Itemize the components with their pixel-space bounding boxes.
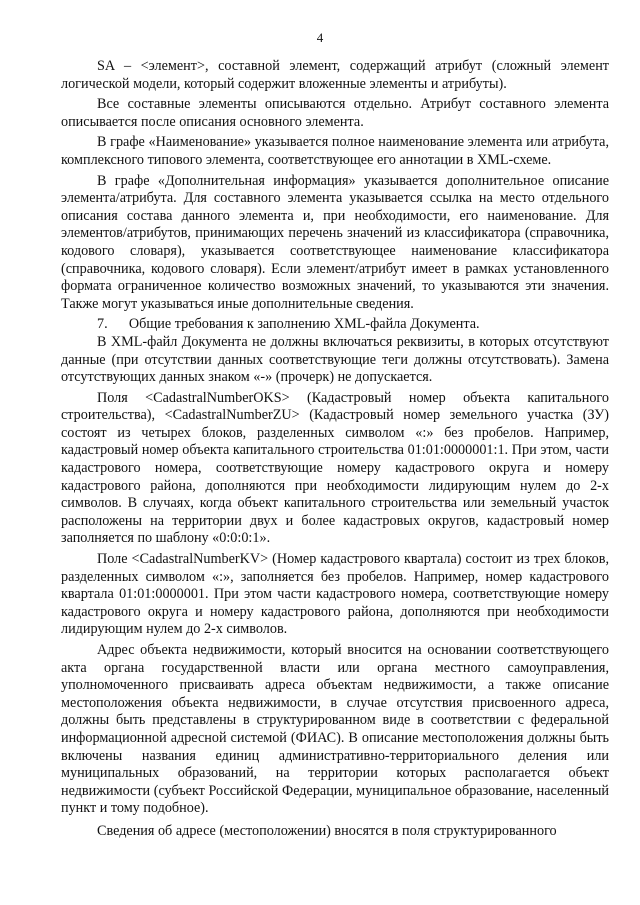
paragraph-missing-data: В XML-файл Документа не должны включаться реквизиты, в которых отсутствуют данные (при отсутствии данных соответствующие теги должны отсутствовать). Замена отсутствующих данных знаком «-» (прочерк) не допускается. — [61, 333, 609, 386]
paragraph-composite-elements: Все составные элементы описываются отдельно. Атрибут составного элемента описывается после описания основного элемента. — [61, 96, 609, 130]
paragraph-additional-info-column: В графе «Дополнительная информация» указывается дополнительное описание элемента/атрибута. Для составного элемента указывается ссылка на место отдельного описания состава данного элемента и, при необходимости, его наименование. Для элементов/атрибутов, принимающих перечень значений из классификатора (справочника, кодового словаря), указывается соответствующее наименование классификатора (справочника, кодового словаря). Если элемент/атрибут имеет в рамках установленного формата ограниченное количество возможных значений, то указываются эти значения. Также могут указываться иные дополнительные сведения. — [61, 172, 609, 312]
paragraph-address-info: Сведения об адресе (местоположении) вносятся в поля структурированного — [97, 822, 557, 839]
page-number: 4 — [316, 30, 324, 45]
section-heading-7: 7. Общие требования к заполнению XML-файла Документа. — [97, 316, 480, 333]
paragraph-cadastral-number-oks: Поля <CadastralNumberOKS> (Кадастровый номер объекта капитального строительства), <CadastralNumberZU> (Кадастровый номер земельного участка (ЗУ) состоят из четырех блоков, разделенных символом «:» без пробелов. Например, кадастровый номер объекта капитального строительства 01:01:0000001:1. При этом, части кадастрового номера, соответствующие номеру кадастрового округа и номеру кадастрового района, дополняются при необходимости лидирующим нулем до 2-х символов. В случаях, когда объект капитального строительства или земельный участок расположены на территории двух и более кадастровых округов, кадастровый номер заполняется по шаблону «0:0:0:1». — [61, 389, 609, 547]
paragraph-name-column: В графе «Наименование» указывается полное наименование элемента или атрибута, комплексного типового элемента, соответствующее его аннотации в XML-схеме. — [61, 134, 609, 168]
paragraph-sa-element: SA – <элемент>, составной элемент, содержащий атрибут (сложный элемент логической модели, который содержит вложенные элементы и атрибуты). — [61, 58, 609, 92]
paragraph-property-address: Адрес объекта недвижимости, который вносится на основании соответствующего акта органа государственной власти или органа местного самоуправления, уполномоченного присваивать адреса объектам недвижимости, а также описание местоположения объекта недвижимости, в случае отсутствия присвоенного адреса, должны быть представлены в структурированном виде в соответствии с федеральной информационной адресной системой (ФИАС). В описание местоположения должны быть включены названия единиц административно-территориального деления или муниципальных образований, на территории которых располагается объект недвижимости (субъект Российской Федерации, муниципальное образование, населенный пункт и тому подобное). — [61, 642, 609, 817]
paragraph-cadastral-number-kv: Поле <CadastralNumberKV> (Номер кадастрового квартала) состоит из трех блоков, разделенных символом «:», заполняется без пробелов. Например, номер кадастрового квартала 01:01:0000001. При этом части кадастрового номера, соответствующие номеру кадастрового округа и номеру кадастрового района, дополняются при необходимости лидирующим нулем до 2-х символов. — [61, 551, 609, 638]
document-body — [61, 58, 609, 841]
